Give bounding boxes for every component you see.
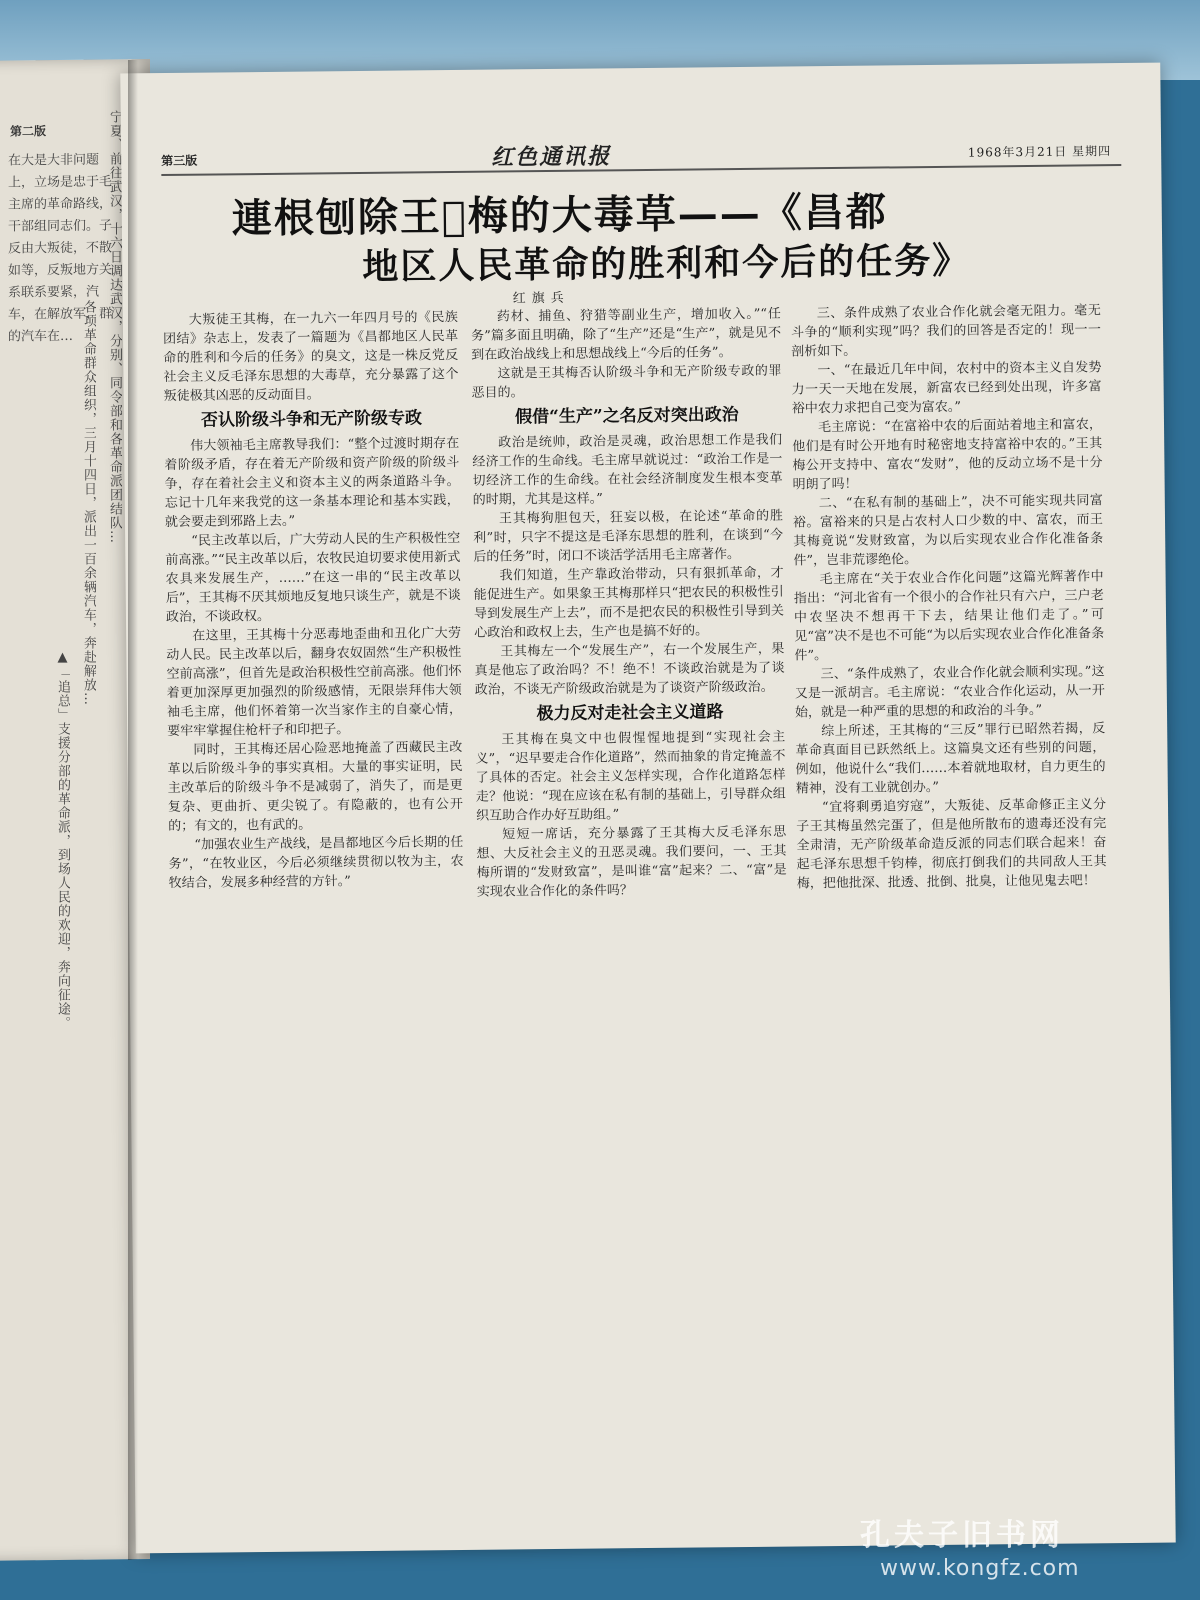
newspaper-logo: 红色通讯报	[491, 143, 612, 171]
paragraph: 三、“条件成熟了，农业合作化就会顺利实现。”这又是一派胡言。毛主席说：“农业合作化运动，从一开始，就是一种严重的思想的和政治的斗争。”	[794, 664, 1105, 721]
article-column-1	[163, 308, 471, 1561]
paragraph: 王其梅左一个“发展生产”，右一个发展生产，果真是他忘了政治吗？不！绝不！不谈政治就是为了谈政治，不谈无产阶级政治就是为了谈资产阶级政治。	[474, 641, 785, 698]
watermark-text: 孔夫子旧书网	[860, 1518, 1064, 1553]
paragraph: 短短一席话，充分暴露了王其梅大反毛泽东思想、大反社会主义的丑恶灵魂。我们要问，一、王其梅所谓的“发财致富”，是叫谁“富”起来？二、“富”是实现农业合作化的条件吗？	[476, 824, 787, 900]
paragraph: “加强农业生产战线，是昌都地区今后长期的任务”，“在牧业区，今后必须继续贯彻以牧为主，农牧结合，发展多种经营的方针。”	[168, 834, 464, 892]
paragraph: 王其梅狗胆包天，狂妄以极，在论述“革命的胜利”时，只字不提这是毛泽东思想的胜利，在谈到“今后的任务”时，闭口不谈活学活用毛主席著作。	[473, 508, 784, 565]
article-column-2	[471, 305, 794, 1558]
paragraph: “宜将剩勇追穷寇”，大叛徒、反革命修正主义分子王其梅虽然完蛋了，但是他所散布的遗毒还没有完全肃清，无产阶级革命造反派的同志们联合起来！奋起毛泽东思想千钧棒，彻底打倒我们的共同敌人王其梅，把他批深、批透、批倒、批臭，让他见鬼去吧！	[796, 797, 1107, 892]
paragraph: 一、“在最近几年中间，农村中的资本主义自发势力一天一天地在发展，新富农已经到处出现，许多富裕中农力求把自己变为富农。”	[791, 360, 1102, 417]
vertical-column-2: 各项革命群众组织，三月十四日，派出一百余辆汽车，奔赴解放…	[81, 300, 96, 706]
left-page-text: 在大是大非问题上，立场是忠于毛主席的革命路线，干部组同志们。子反由大叛徒，不散如等，反叛地方关系联系要紧，汽车，在解放军，群的汽车在…	[8, 152, 113, 345]
headline-line-2: 地区人民革命的胜利和今后的任务》	[362, 239, 971, 288]
paragraph: 王其梅在臭文中也假惺惺地提到“实现社会主义”，“迟早要走合作化道路”，然而抽象的肯定掩盖不了具体的否定。社会主义怎样实现，合作化道路怎样走？他说：“现在应该在私有制的基础上，引导群众组织互助合作办好互助组。”	[475, 729, 786, 824]
paragraph: 这就是王其梅否认阶级斗争和无产阶级专政的罪恶目的。	[471, 363, 782, 401]
page-number: 第三版	[161, 153, 198, 169]
headline-line-1: 連根刨除王𡙞梅的大毒草——《昌都	[231, 188, 889, 243]
vertical-column-3: ▲「追总」支援分部的革命派，到场人民的欢迎，奔向征途。	[55, 650, 70, 1030]
paragraph: 药材、捕鱼、狩猎等副业生产，增加收入。”“任务”篇多面且明确，除了“生产”还是“生产”，就是见不到在政治战线上和思想战线上“今后的任务”。	[470, 306, 782, 363]
byline: 红旗兵	[512, 290, 570, 307]
article-column-3	[791, 301, 1114, 1554]
paragraph: 同时，王其梅还居心险恶地掩盖了西藏民主改革以后阶级斗争的事实真相。大量的事实证明，民主改革后的阶级斗争不是减弱了，消失了，而是更复杂、更曲折、更尖锐了。有隐蔽的，也有公开的；有文的，也有武的。	[167, 739, 464, 835]
paragraph: 在这里，王其梅十分恶毒地歪曲和丑化广大劳动人民。民主改革以后，翻身农奴固然“生产积极性空前高涨”，但首先是政治积极性空前高涨。他们怀着更加深厚更加强烈的阶级感情，无限崇拜伟大领袖毛主席，他们怀着第一次当家作主的自豪心情，要牢牢掌握住枪杆子和印把子。	[166, 625, 463, 740]
vertical-column-1: 宁夏、前往武汉，十六日调达武汉，分别、同令部和各革命派团结队…	[107, 110, 122, 544]
paragraph: 伟大领袖毛主席教导我们：“整个过渡时期存在着阶级矛盾，存在着无产阶级和资产阶级的阶级斗争，存在着社会主义和资本主义的两条道路斗争。忘记十几年来我党的这一条基本理论和基本实践，就会要走到邪路上去。”	[164, 435, 460, 531]
watermark-url: www.kongfz.com	[880, 1556, 1080, 1581]
paragraph: 大叛徒王其梅，在一九六一年四月号的《民族团结》杂志上，发表了一篇题为《昌都地区人民革命的胜利和今后的任务》的臭文，这是一株反党反社会主义反毛泽东思想的大毒草，充分暴露了这个叛徒极其凶恶的反动面目。	[162, 309, 459, 405]
masthead	[161, 138, 1121, 176]
issue-date: 1968年3月21日 星期四	[967, 144, 1112, 160]
paragraph: 综上所述，王其梅的“三反”罪行已昭然若揭，反革命真面目已跃然纸上。这篇臭文还有些别的问题，例如，他说什么“我们……本着就地取材，自力更生的精神，没有工业就创办。”	[795, 721, 1106, 797]
paragraph: “民主改革以后，广大劳动人民的生产积极性空前高涨。”“民主改革以后，农牧民迫切要求使用新式农具来发展生产，……”在这一串的“民主改革以后”，王其梅不厌其烦地反复地只谈生产，就是不谈政治，不谈政权。	[165, 530, 461, 626]
paragraph: 三、条件成熟了农业合作化就会毫无阻力。毫无斗争的“顺利实现”吗？我们的回答是否定的！现一一剖析如下。	[790, 303, 1102, 360]
paragraph: 二、“在私有制的基础上”，决不可能实现共同富裕。富裕来的只是占农村人口少数的中、富农，而王其梅竟说“发财致富，为以后实现农业合作化准备条件”，岂非荒谬绝伦。	[792, 493, 1104, 569]
left-page-header: 第二版	[10, 124, 47, 139]
paragraph: 毛主席说：“在富裕中农的后面站着地主和富农，他们是有时公开地有时秘密地支持富裕中农的。”王其梅公开支持中、富农“发财”，他的反动立场不是十分明朗了吗！	[792, 417, 1103, 493]
section-heading: 否认阶级斗争和无产阶级专政	[200, 408, 423, 431]
page-fold-shadow	[128, 60, 138, 1560]
paragraph: 毛主席在“关于农业合作化问题”这篇光辉著作中指出：“河北省有一个很小的合作社只有六户，三户老中农坚决不想再干下去，结果让他们走了。”可见“富”决不是也不可能“为以后实现农业合作化准备条件”。	[793, 569, 1105, 664]
section-heading: 假借“生产”之名反对突出政治	[515, 405, 739, 428]
newspaper-page	[120, 63, 1175, 1554]
paragraph: 我们知道，生产靠政治带动，只有狠抓革命，才能促进生产。如果象王其梅那样只“把农民的积极性引导到发展生产上去”，而不是把农民的积极性引导到关心政治和政权上去，生产也是搞不好的。	[473, 565, 785, 641]
section-heading: 极力反对走社会主义道路	[536, 702, 724, 725]
paragraph: 政治是统帅，政治是灵魂，政治思想工作是我们经济工作的生命线。毛主席早就说过：“政治工作是一切经济工作的生命线。在社会经济制度发生根本变革的时期，尤其是这样。”	[472, 432, 783, 508]
